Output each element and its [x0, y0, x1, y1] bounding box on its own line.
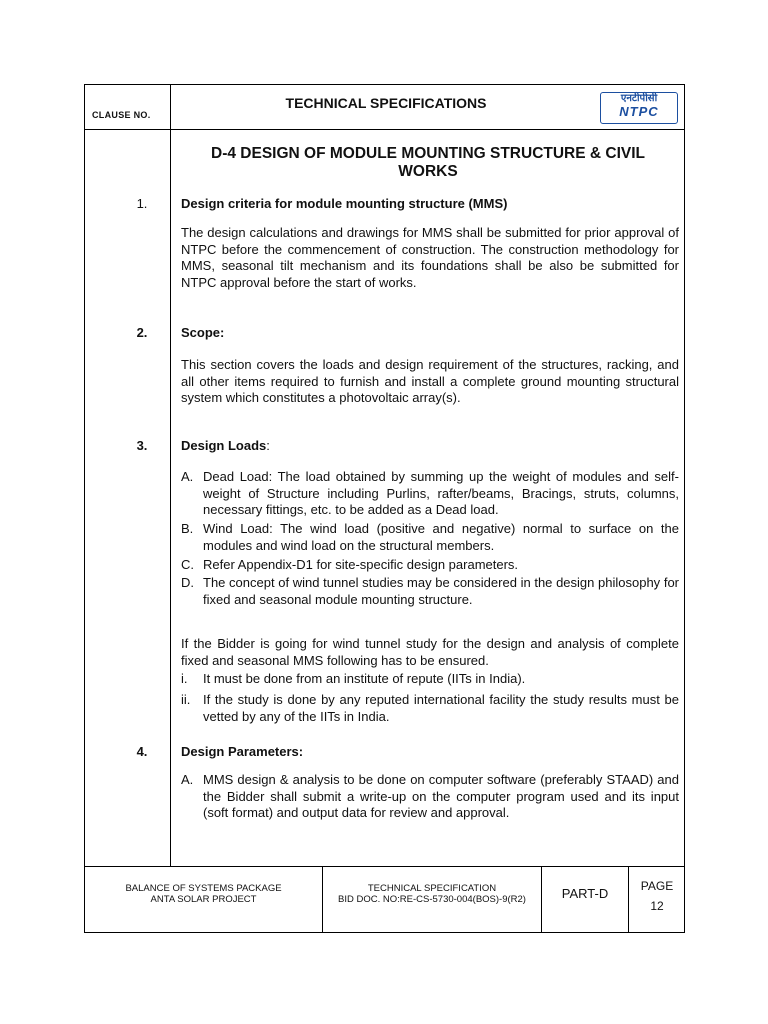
list-item: [181, 671, 679, 688]
clause-no-label: CLAUSE NO.: [92, 110, 151, 120]
footer-package-name: BALANCE OF SYSTEMS PACKAGE: [125, 883, 282, 894]
list-item-label: B.: [181, 521, 194, 536]
list-item-label: D.: [181, 575, 194, 590]
clause-heading: Design criteria for module mounting structure (MMS): [181, 196, 508, 211]
header-divider: [84, 129, 685, 130]
list-item-text: Refer Appendix-D1 for site-specific design parameters.: [203, 557, 519, 572]
clause-heading: [181, 438, 270, 453]
footer-bid-doc-no: BID DOC. NO:RE-CS-5730-004(BOS)-9(R2): [338, 894, 526, 905]
clause-heading-text: Design Loads: [181, 438, 267, 453]
clause-number: 1.: [136, 196, 148, 211]
clause-heading-suffix: :: [266, 438, 270, 453]
list-item-label: A.: [181, 772, 194, 787]
footer-page: [629, 876, 685, 916]
list-item-text: It must be done from an institute of repute (IITs in India).: [203, 671, 526, 686]
list-item-text: Dead Load: The load obtained by summing up the weight of modules and self-weight of Structure including Purlins, rafter/beams, Bracings, struts, columns, necessary fittings, etc. to be added as a Dead load.: [203, 469, 679, 518]
list-item-label: C.: [181, 557, 194, 572]
clause-paragraph: If the Bidder is going for wind tunnel study for the design and analysis of complete fixed and seasonal MMS following has to be ensured.: [181, 636, 679, 668]
footer-part: PART-D: [561, 886, 609, 901]
footer-spec-label: TECHNICAL SPECIFICATION: [367, 883, 497, 894]
clause-heading: Design Parameters:: [181, 744, 304, 759]
list-item-label: i.: [181, 671, 188, 686]
list-item-text: If the study is done by any reputed international facility the study results must be vetted by any of the IITs in India.: [203, 692, 679, 724]
list-item-label: A.: [181, 469, 194, 484]
list-item: [181, 557, 679, 574]
clause-number: 3.: [136, 438, 148, 453]
footer-page-label: PAGE: [640, 879, 674, 893]
section-title-line2: WORKS: [398, 163, 458, 180]
section-title-line1: D-4 DESIGN OF MODULE MOUNTING STRUCTURE & CIVIL: [211, 145, 645, 162]
list-item-text: MMS design & analysis to be done on computer software (preferably STAAD) and the Bidder shall submit a write-up on the computer program used and its input (soft format) and output data for review and approval.: [203, 772, 679, 821]
list-item: [181, 692, 679, 725]
clause-paragraph: This section covers the loads and design requirement of the structures, racking, and all other items required to furnish and install a complete ground mounting structural system which constitutes a photovoltaic array(s).: [181, 357, 679, 406]
footer-page-number: 12: [650, 899, 664, 913]
footer-document: [323, 883, 541, 905]
list-item: [181, 772, 679, 822]
clause-heading: Scope:: [181, 325, 225, 340]
list-item-text: The concept of wind tunnel studies may be considered in the design philosophy for fixed and seasonal module mounting structure.: [203, 575, 679, 607]
list-item: [181, 469, 679, 519]
section-title: [175, 145, 681, 181]
logo-text: NTPC: [619, 104, 659, 119]
footer-divider: [84, 866, 685, 867]
footer-project: [85, 883, 322, 905]
document-title: TECHNICAL SPECIFICATIONS: [285, 95, 487, 111]
clause-paragraph: The design calculations and drawings for MMS shall be submitted for prior approval of NTPC before the commencement of construction. The construction methodology for MMS, seasonal tilt mechanism and its foundations shall be also be submitted for NTPC approval before the start of works.: [181, 225, 679, 290]
ntpc-logo: [600, 92, 678, 124]
list-item: [181, 521, 679, 554]
clause-number: 4.: [136, 744, 148, 759]
clause-number: 2.: [136, 325, 148, 340]
footer-project-name: ANTA SOLAR PROJECT: [150, 894, 257, 905]
list-item: [181, 575, 679, 608]
list-item-label: ii.: [181, 692, 191, 707]
list-item-text: Wind Load: The wind load (positive and negative) normal to surface on the modules and wind load on the structural members.: [203, 521, 679, 553]
logo-hindi-text: एनटीपीसी: [620, 93, 658, 104]
